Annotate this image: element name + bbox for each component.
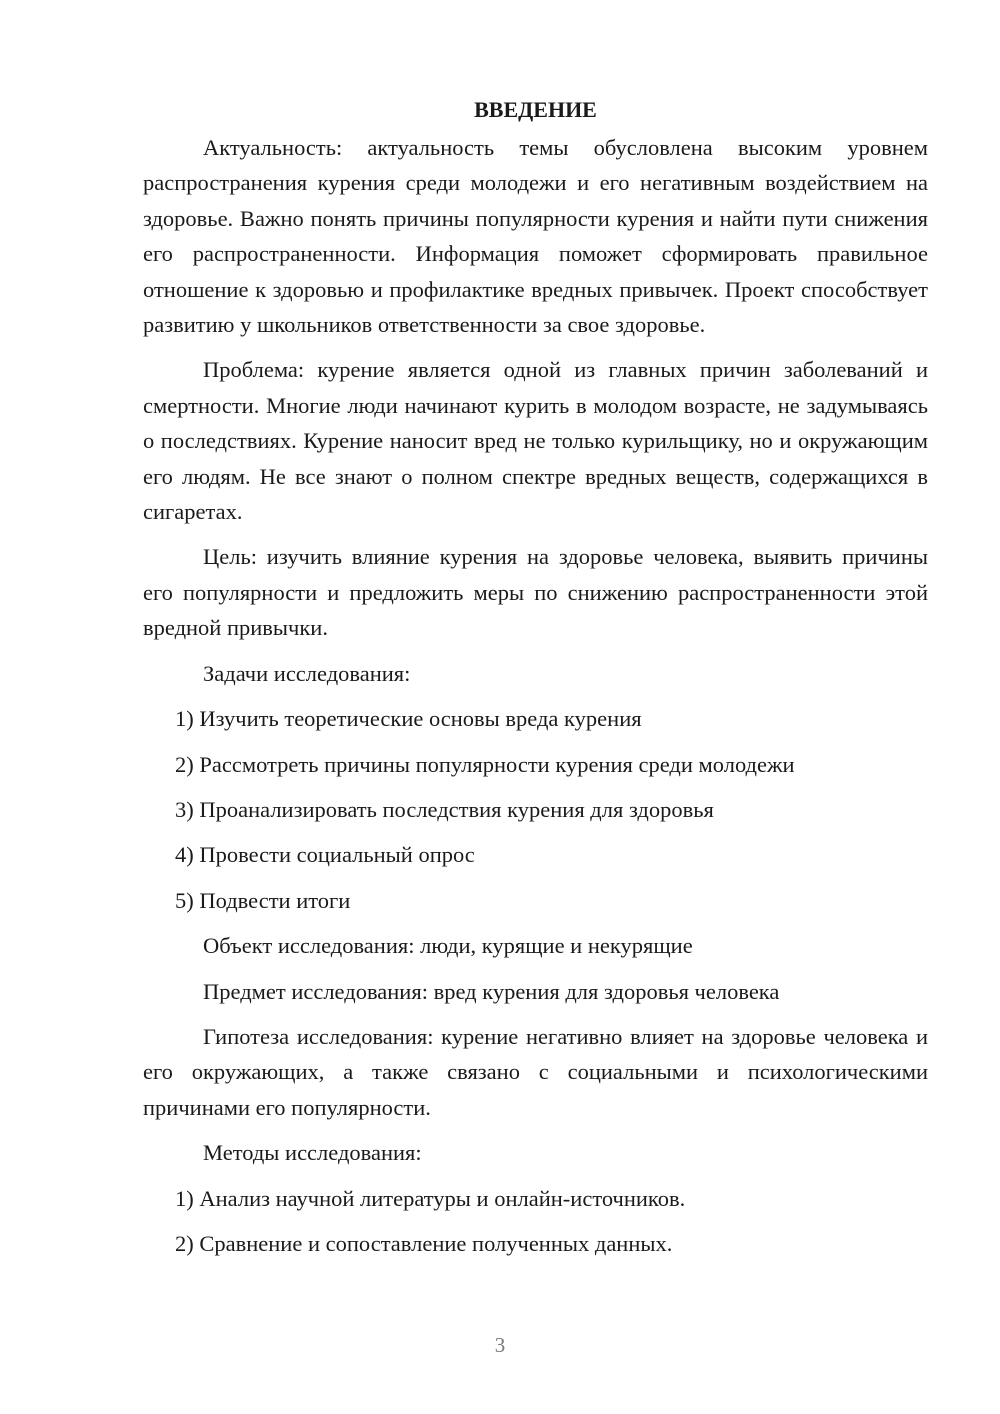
task-item: 3) Проанализировать последствия курения для здоровья (175, 796, 714, 822)
hypothesis-paragraph: Гипотеза исследования: курение негативно влияет на здоровье человека и его окружающих, а также связано с социальными и психологическими причинами его популярности. (143, 1023, 928, 1120)
task-item: 2) Рассмотреть причины популярности курения среди молодежи (175, 751, 795, 777)
tasks-heading: Задачи исследования: (203, 660, 411, 686)
page-number: 3 (494, 1333, 506, 1357)
goal-paragraph: Цель: изучить влияние курения на здоровье человека, выявить причины его популярности и предложить меры по снижению распространенности этой вредной привычки. (143, 544, 928, 641)
task-item: 4) Провести социальный опрос (175, 842, 475, 868)
methods-heading: Методы исследования: (203, 1140, 422, 1166)
methods-list (143, 1181, 928, 1262)
tasks-list (143, 701, 928, 918)
method-item: 1) Анализ научной литературы и онлайн-источников. (175, 1185, 686, 1211)
task-item: 5) Подвести итоги (175, 887, 351, 913)
document-page (143, 92, 928, 1271)
method-item: 2) Сравнение и сопоставление полученных данных. (175, 1230, 673, 1256)
object-line: Объект исследования: люди, курящие и некурящие (203, 933, 693, 959)
problem-paragraph: Проблема: курение является одной из главных причин заболеваний и смертности. Многие люди начинают курить в молодом возрасте, не задумываясь о последствиях. Курение наносит вред не только курильщику, но и окружающим его людям. Не все знают о полном спектре вредных веществ, содержащихся в сигаретах. (143, 357, 928, 525)
relevance-paragraph: Актуальность: актуальность темы обусловлена высоким уровнем распространения курения среди молодежи и его негативным воздействием на здоровье. Важно понять причины популярности курения и найти пути снижения его распространенности. Информация поможет сформировать правильное отношение к здоровью и профилактике вредных привычек. Проект способствует развитию у школьников ответственности за свое здоровье. (143, 135, 928, 338)
section-title: ВВЕДЕНИЕ (474, 97, 597, 122)
task-item: 1) Изучить теоретические основы вреда курения (175, 706, 642, 732)
subject-line: Предмет исследования: вред курения для здоровья человека (203, 978, 780, 1004)
